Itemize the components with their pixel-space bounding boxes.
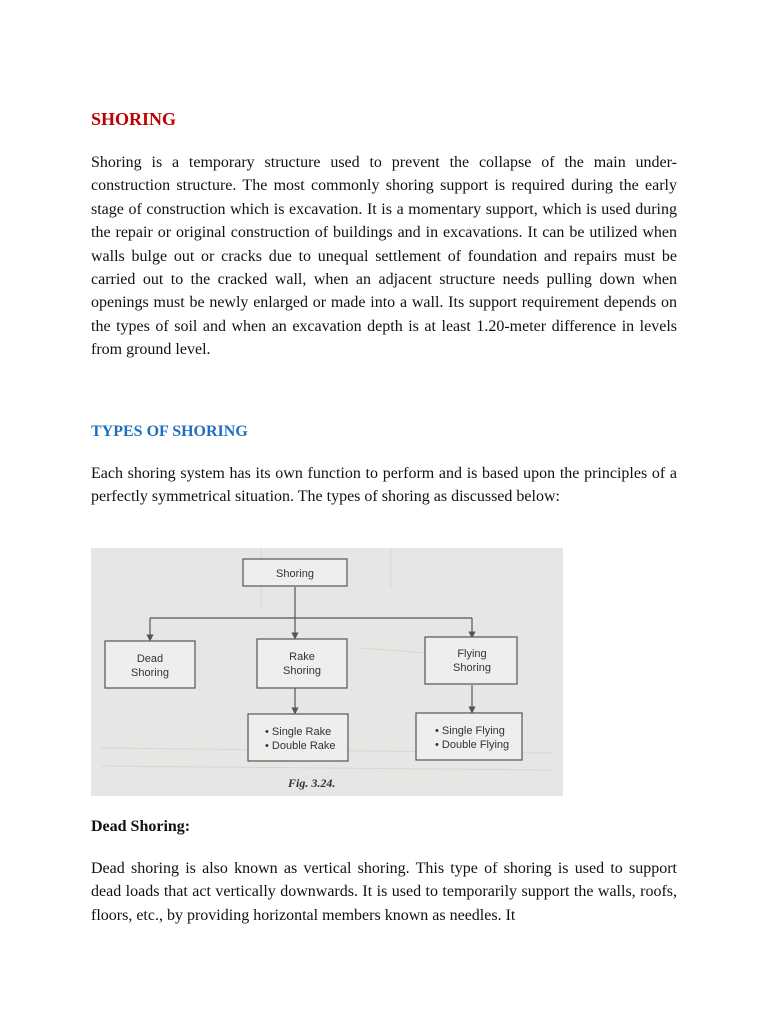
dead-shoring-heading: Dead Shoring: [91,818,191,835]
figure-caption: Fig. 3.24. [288,776,336,790]
rake-type-1: • Single Rake [265,726,332,738]
flying-shoring-box [425,637,517,684]
flying-label-1: Flying [457,648,487,660]
rake-label-2: Shoring [283,665,321,677]
shoring-heading: SHORING [91,109,177,129]
flying-type-1: • Single Flying [435,725,505,737]
types-of-shoring-heading: TYPES OF SHORING [91,423,248,440]
shoring-types-diagram [91,548,563,796]
rake-shoring-box [257,639,347,688]
flying-type-2: • Double Flying [435,739,510,751]
shoring-paragraph: Shoring is a temporary structure used to prevent the collapse of the main under-construction structure. The most commonly shoring support is required during the early stage of construction which is excavation. It is a momentary support, which is used during the repair or original construction of buildings and in excavations. It can be utilized when walls bulge out or cracks due to unequal settlement of foundation and repairs must be carried out to the cracked wall, when an adjacent structure needs pulling down when openings must be newly enlarged or made into a wall. Its support requirement depends on the types of soil and when an excavation depth is at least 1.20-meter difference in levels from ground level. [91,154,677,359]
root-label: Shoring [276,568,314,580]
dead-shoring-paragraph: Dead shoring is also known as vertical shoring. This type of shoring is used to support dead loads that act vertically downwards. It is used to temporarily support the walls, roofs, floors, etc., by providing horizontal members known as needles. It [91,860,677,924]
types-paragraph: Each shoring system has its own function to perform and is based upon the principles of a perfectly symmetrical situation. The types of shoring as discussed below: [91,465,677,506]
rake-label-1: Rake [289,651,315,663]
rake-type-2: • Double Rake [265,740,336,752]
flying-label-2: Shoring [453,662,491,674]
diagram-svg [91,548,563,796]
dead-label-1: Dead [136,653,164,665]
dead-label-2: Shoring [131,667,169,679]
